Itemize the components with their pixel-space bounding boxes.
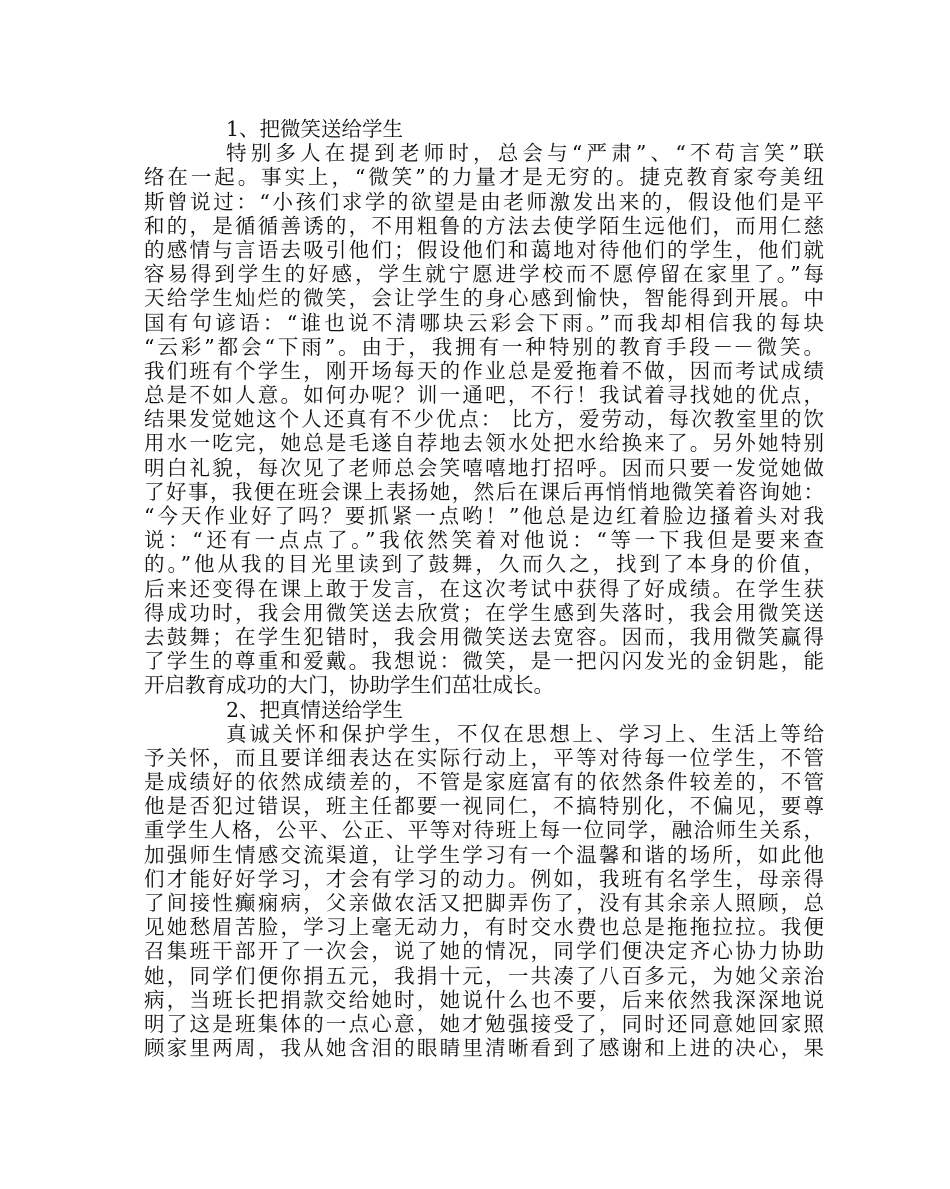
paragraph-line: “今天作业好了吗？要抓紧一点哟！”他总是边红着脸边搔着头对我 <box>144 504 824 528</box>
paragraph-line: 她，同学们便你捐五元，我捐十元，一共凑了八百多元，为她父亲治 <box>144 963 824 988</box>
paragraph-line: 见她愁眉苦脸，学习上毫无动力，有时交水费也总是拖拖拉拉。我便 <box>144 915 824 940</box>
paragraph-line: 了学生的尊重和爱戴。我想说：微笑，是一把闪闪发光的金钥匙，能 <box>144 649 824 674</box>
paragraph-line: 予关怀，而且要详细表达在实际行动上，平等对待每一位学生，不管 <box>144 745 824 770</box>
paragraph-line: 络在一起。事实上，“微笑”的力量才是无穷的。捷克教育家夸美纽 <box>144 165 824 190</box>
paragraph-line: 容易得到学生的好感，学生就宁愿进学校而不愿停留在家里了。”每 <box>144 262 824 287</box>
paragraph-line: 真诚关怀和保护学生，不仅在思想上、学习上、生活上等给 <box>226 721 824 746</box>
paragraph-line: 重学生人格，公平、公正、平等对待班上每一位同学，融洽师生关系， <box>144 818 824 843</box>
paragraph-line: 总是不如人意。如何办呢？训一通吧，不行！我试着寻找她的优点， <box>144 383 824 408</box>
paragraph-line: 了间接性癫痫病，父亲做农活又把脚弄伤了，没有其余亲人照顾，总 <box>144 891 824 915</box>
paragraph-line: 明了这是班集体的一点心意，她才勉强接受了，同时还同意她回家照 <box>144 1011 824 1036</box>
paragraph-line: 我们班有个学生，刚开场每天的作业总是爱拖着不做，因而考试成绩 <box>144 358 824 383</box>
paragraph-line: 病，当班长把捐款交给她时，她说什么也不要，后来依然我深深地说 <box>144 987 824 1012</box>
paragraph-line: 加强师生情感交流渠道，让学生学习有一个温馨和谐的场所，如此他 <box>144 842 824 867</box>
paragraph-line: 天给学生灿烂的微笑，会让学生的身心感到愉快，智能得到开展。中 <box>144 286 824 311</box>
paragraph-line: 去鼓舞；在学生犯错时，我会用微笑送去宽容。因而，我用微笑赢得 <box>144 624 824 649</box>
paragraph-line: 顾家里两周，我从她含泪的眼睛里清晰看到了感谢和上进的决心，果 <box>144 1036 824 1061</box>
paragraph-line: 后来还变得在课上敢于发言，在这次考试中获得了好成绩。在学生获 <box>144 576 824 601</box>
paragraph-line: 召集班干部开了一次会，说了她的情况，同学们便决定齐心协力协助 <box>144 939 824 964</box>
paragraph-line: 结果发觉她这个人还真有不少优点： 比方，爱劳动，每次教室里的饮 <box>144 407 824 432</box>
paragraph-line: 明白礼貌，每次见了老师总会笑嘻嘻地打招呼。因而只要一发觉她做 <box>144 455 824 480</box>
section-2-heading: 2、把真情送给学生 <box>226 697 404 722</box>
paragraph-line: 的。”他从我的目光里读到了鼓舞，久而久之，找到了本身的价值， <box>144 552 824 577</box>
paragraph-line: 了好事，我便在班会课上表扬她，然后在课后再悄悄地微笑着咨询她： <box>144 479 824 504</box>
paragraph-line: 们才能好好学习，才会有学习的动力。例如，我班有名学生，母亲得 <box>144 866 824 891</box>
paragraph-line: 和的，是循循善诱的，不用粗鲁的方法去使学陌生远他们，而用仁慈 <box>144 213 824 238</box>
paragraph-line: 开启教育成功的大门，协助学生们茁壮成长。 <box>144 673 554 698</box>
section-1-heading: 1、把微笑送给学生 <box>226 117 404 141</box>
paragraph-line: 得成功时，我会用微笑送去欣赏；在学生感到失落时，我会用微笑送 <box>144 600 824 625</box>
paragraph-line: 斯曾说过：“小孩们求学的欲望是由老师激发出来的，假设他们是平 <box>144 189 824 214</box>
paragraph-line: “云彩”都会“下雨”。由于，我拥有一种特别的教育手段－－微笑。 <box>144 334 824 359</box>
paragraph-line: 用水一吃完，她总是毛遂自荐地去领水处把水给换来了。另外她特别 <box>144 431 824 456</box>
paragraph-line: 是成绩好的依然成绩差的，不管是家庭富有的依然条件较差的，不管 <box>144 770 824 795</box>
document-body <box>144 117 824 1060</box>
paragraph-line: 说：“还有一点点了。”我依然笑着对他说：“等一下我但是要来查 <box>144 528 824 553</box>
paragraph-line: 国有句谚语：“谁也说不清哪块云彩会下雨。”而我却相信我的每块 <box>144 310 824 335</box>
paragraph-line: 的感情与言语去吸引他们；假设他们和蔼地对待他们的学生，他们就 <box>144 237 824 262</box>
paragraph-line: 特别多人在提到老师时，总会与“严肃”、“不苟言笑”联 <box>226 141 824 166</box>
paragraph-line: 他是否犯过错误，班主任都要一视同仁，不搞特别化，不偏见，要尊 <box>144 794 824 819</box>
